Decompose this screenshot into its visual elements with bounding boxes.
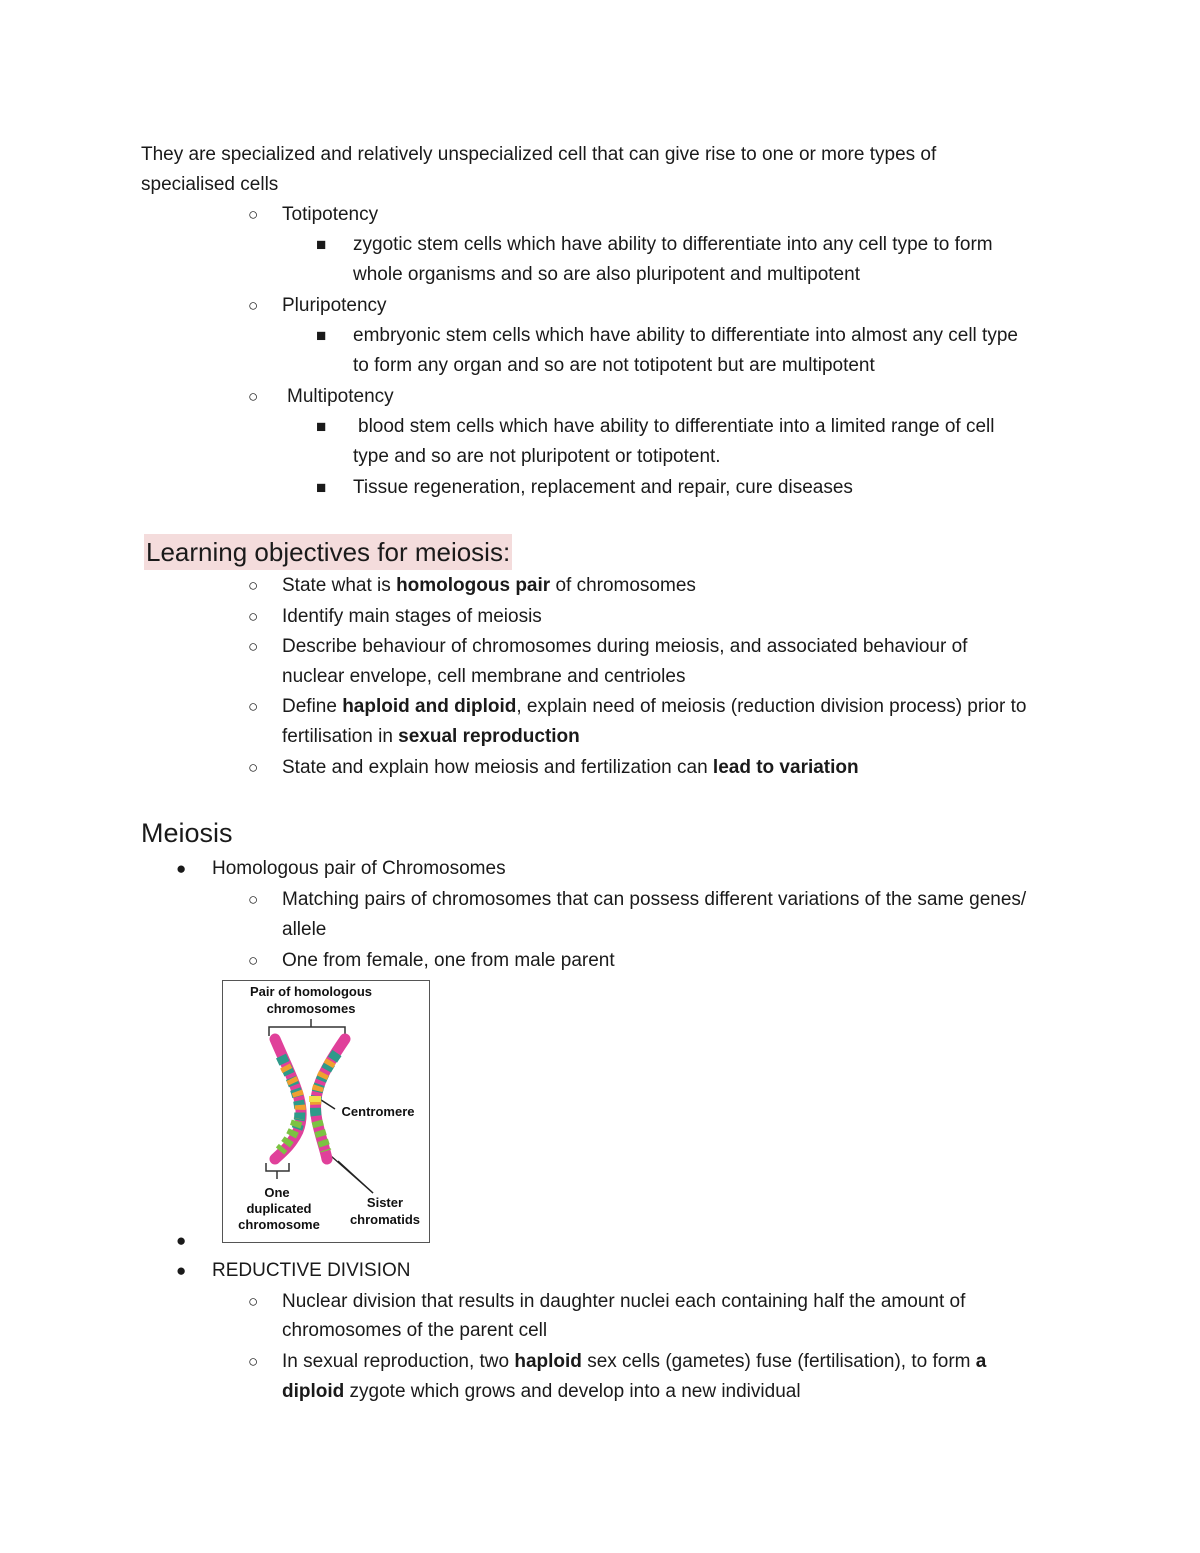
objective-4-bold: haploid and diploid (342, 696, 517, 717)
reductive-sub-2-line-2-bold: diploid (282, 1381, 345, 1402)
multipotency-detail-2: type and so are not pluripotent or totipotent. (353, 446, 721, 467)
figure-one-label-1: One (264, 1185, 290, 1200)
square-bullet-icon: ■ (316, 478, 327, 497)
hollow-bullet-icon (248, 948, 258, 974)
homologous-chromosomes-figure (222, 980, 430, 1243)
objective-1 (282, 573, 696, 599)
figure-one-label-2: duplicated (246, 1201, 312, 1216)
reductive-sub-2-text: In sexual reproduction, two (282, 1351, 515, 1372)
learning-objectives-heading: Learning objectives for meiosis: (144, 534, 512, 570)
reductive-sub-2-bold-2: a (975, 1351, 987, 1372)
objective-4-line-2-text: fertilisation in (282, 726, 399, 747)
chromosome-right (309, 1039, 345, 1159)
hollow-bullet-icon (248, 755, 258, 781)
homologous-sub-1-line-1: Matching pairs of chromosomes that can possess different variations of the same genes/ (282, 889, 1027, 910)
square-bullet-icon: ■ (316, 326, 327, 345)
objective-1-bold: homologous pair (396, 575, 551, 596)
hollow-bullet-icon (248, 694, 258, 720)
homologous-sub-2: One from female, one from male parent (282, 950, 615, 971)
hollow-bullet-icon (248, 293, 258, 319)
sister-pointer-2 (338, 1161, 373, 1193)
totipotency-detail-1: zygotic stem cells which have ability to differentiate into any cell type to form (353, 234, 993, 255)
bottom-bracket-icon (266, 1163, 289, 1179)
multipotency-detail-1: blood stem cells which have ability to differentiate into a limited range of cell (358, 416, 995, 437)
reductive-label: REDUCTIVE DIVISION (212, 1260, 411, 1281)
objective-2: Identify main stages of meiosis (282, 606, 542, 627)
hollow-bullet-icon (248, 887, 258, 913)
hollow-bullet-icon (248, 573, 258, 599)
reductive-sub-2-bold-1: haploid (514, 1351, 582, 1372)
objective-4-line-2 (282, 724, 580, 750)
objective-4-line-1 (282, 694, 1026, 720)
reductive-sub-2-text-mid: sex cells (gametes) fuse (fertilisation), to form (581, 1351, 976, 1372)
hollow-bullet-icon (248, 604, 258, 630)
figure-sister-label-2: chromatids (349, 1212, 421, 1227)
objective-5-text: State and explain how meiosis and fertilization can (282, 757, 713, 778)
filled-bullet-icon: ● (176, 859, 187, 878)
hollow-bullet-icon (248, 384, 258, 410)
intro-line-1: They are specialized and relatively unspecialized cell that can give rise to one or more types of (141, 144, 937, 165)
top-bracket-icon (269, 1019, 345, 1036)
objective-3-line-2: nuclear envelope, cell membrane and centrioles (282, 666, 686, 687)
square-bullet-icon: ■ (316, 417, 327, 436)
objective-4-line-2-bold: sexual reproduction (398, 726, 580, 747)
objective-3-line-1: Describe behaviour of chromosomes during meiosis, and associated behaviour of (282, 636, 968, 657)
objective-5 (282, 755, 859, 781)
pluripotency-detail-2: to form any organ and so are not totipotent but are multipotent (353, 355, 875, 376)
objective-1-text: State what is (282, 575, 397, 596)
homologous-sub-1-line-2: allele (282, 919, 327, 940)
filled-bullet-icon: ● (176, 1231, 187, 1250)
figure-sister-label-1: Sister (366, 1195, 404, 1210)
square-bullet-icon: ■ (316, 235, 327, 254)
homologous-label: Homologous pair of Chromosomes (212, 858, 506, 879)
figure-title-2: chromosomes (266, 1001, 356, 1016)
hollow-bullet-icon (248, 634, 258, 660)
chromosome-left (275, 1039, 301, 1159)
pluripotency-label: Pluripotency (282, 295, 387, 316)
hollow-bullet-icon (248, 202, 258, 228)
totipotency-detail-2: whole organisms and so are also pluripotent and multipotent (353, 264, 860, 285)
intro-line-2: specialised cells (141, 174, 279, 195)
reductive-sub-1-line-1: Nuclear division that results in daughter nuclei each containing half the amount of (282, 1291, 966, 1312)
objective-4-text-mid: , explain need of meiosis (reduction division process) prior to (516, 696, 1027, 717)
objective-1-text-end: of chromosomes (550, 575, 696, 596)
meiosis-heading: Meiosis (141, 818, 233, 848)
hollow-bullet-icon (248, 1289, 258, 1315)
chromosome-diagram (223, 981, 428, 1241)
totipotency-label: Totipotency (282, 204, 379, 225)
reductive-sub-2-line-2-text: zygote which grows and develop into a new individual (344, 1381, 801, 1402)
figure-centromere-label: Centromere (341, 1104, 415, 1119)
hollow-bullet-icon (248, 1349, 258, 1375)
pluripotency-detail-1: embryonic stem cells which have ability to differentiate into almost any cell type (353, 325, 1018, 346)
multipotency-detail-3: Tissue regeneration, replacement and repair, cure diseases (353, 477, 853, 498)
reductive-sub-2-line-2 (282, 1379, 801, 1405)
filled-bullet-icon: ● (176, 1261, 187, 1280)
reductive-sub-1-line-2: chromosomes of the parent cell (282, 1320, 548, 1341)
figure-title-1: Pair of homologous (249, 984, 373, 999)
figure-one-label-3: chromosome (238, 1217, 320, 1232)
objective-4-text: Define (282, 696, 343, 717)
multipotency-label: Multipotency (287, 386, 394, 407)
objective-5-bold: lead to variation (712, 757, 859, 778)
reductive-sub-2-line-1 (282, 1349, 986, 1375)
